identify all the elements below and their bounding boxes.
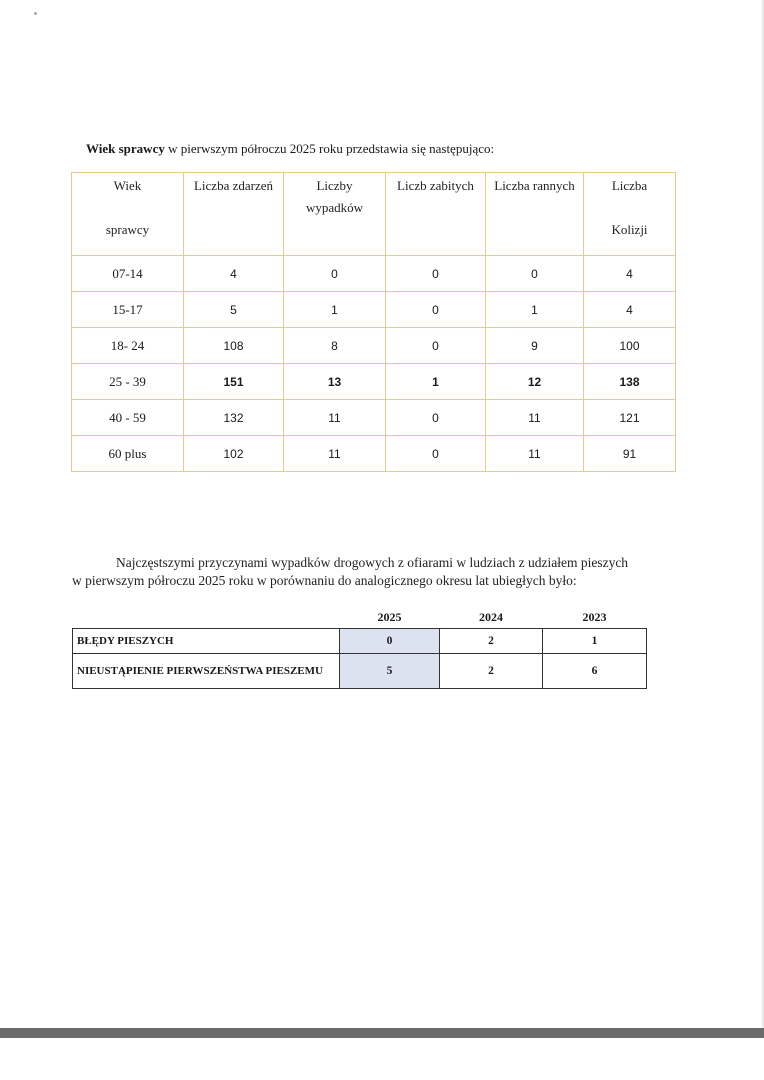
causes-table-header	[73, 606, 647, 629]
intro-bold: Wiek sprawcy	[86, 141, 165, 156]
table-row	[73, 629, 647, 654]
cell-events: 4	[184, 256, 284, 292]
scan-bottom-bar	[0, 1028, 764, 1038]
age-intro-text	[86, 141, 494, 157]
header-age: Wiek sprawcy	[72, 173, 184, 256]
cell-age: 40 - 59	[72, 400, 184, 436]
age-table	[71, 172, 676, 472]
cell-age: 25 - 39	[72, 364, 184, 400]
table-row	[73, 654, 647, 689]
cell-events: 132	[184, 400, 284, 436]
cell-accidents: 13	[284, 364, 386, 400]
cell-accidents: 11	[284, 400, 386, 436]
cell-injured: 9	[486, 328, 584, 364]
cell-killed: 0	[386, 292, 486, 328]
cell-killed: 1	[386, 364, 486, 400]
cell-injured: 1	[486, 292, 584, 328]
cell-killed: 0	[386, 400, 486, 436]
paragraph-line-2: w pierwszym półroczu 2025 roku w porównaniu do analogicznego okresu lat ubiegłych było:	[72, 573, 577, 588]
cell-2023: 6	[543, 654, 647, 689]
cell-collisions: 138	[584, 364, 676, 400]
causes-table	[72, 606, 647, 689]
cell-age: 07-14	[72, 256, 184, 292]
cell-age: 60 plus	[72, 436, 184, 472]
cause-label: NIEUSTĄPIENIE PIERWSZEŃSTWA PIESZEMU	[73, 654, 340, 689]
header-injured: Liczba rannych	[486, 173, 584, 256]
cell-2024: 2	[440, 654, 543, 689]
cell-killed: 0	[386, 256, 486, 292]
header-year-2025: 2025	[377, 609, 402, 624]
header-killed: Liczb zabitych	[386, 173, 486, 256]
scan-artifact	[34, 12, 37, 15]
cell-events: 108	[184, 328, 284, 364]
cell-age: 15-17	[72, 292, 184, 328]
header-year-2023: 2023	[582, 609, 607, 624]
cell-collisions: 91	[584, 436, 676, 472]
header-events: Liczba zdarzeń	[184, 173, 284, 256]
cell-age: 18- 24	[72, 328, 184, 364]
cell-accidents: 0	[284, 256, 386, 292]
table-row	[72, 328, 676, 364]
cell-2023: 1	[543, 629, 647, 654]
cell-killed: 0	[386, 436, 486, 472]
cell-2025: 5	[340, 654, 440, 689]
cell-collisions: 121	[584, 400, 676, 436]
cell-collisions: 4	[584, 292, 676, 328]
header-accidents: Liczby wypadków	[284, 173, 386, 256]
table-row	[72, 436, 676, 472]
cell-injured: 11	[486, 400, 584, 436]
cell-injured: 11	[486, 436, 584, 472]
intro-rest: w pierwszym półroczu 2025 roku przedstawia się następująco:	[164, 141, 495, 156]
cell-2024: 2	[440, 629, 543, 654]
cell-2025: 0	[340, 629, 440, 654]
table-row	[72, 256, 676, 292]
table-row	[72, 364, 676, 400]
table-row	[72, 400, 676, 436]
cell-accidents: 11	[284, 436, 386, 472]
paragraph-line-1: Najczęstszymi przyczynami wypadków drogowych z ofiarami w ludziach z udziałem pieszych	[116, 555, 629, 570]
cell-injured: 0	[486, 256, 584, 292]
cell-collisions: 100	[584, 328, 676, 364]
cell-accidents: 8	[284, 328, 386, 364]
cause-label: BŁĘDY PIESZYCH	[73, 629, 340, 654]
header-collisions: Liczba Kolizji	[584, 173, 676, 256]
age-table-header	[72, 173, 676, 256]
header-year-2024: 2024	[479, 609, 503, 624]
cell-accidents: 1	[284, 292, 386, 328]
table-row	[72, 292, 676, 328]
causes-paragraph	[72, 554, 697, 590]
cell-events: 5	[184, 292, 284, 328]
cell-killed: 0	[386, 328, 486, 364]
cell-events: 151	[184, 364, 284, 400]
cell-collisions: 4	[584, 256, 676, 292]
header-blank	[73, 606, 340, 629]
cell-events: 102	[184, 436, 284, 472]
cell-injured: 12	[486, 364, 584, 400]
